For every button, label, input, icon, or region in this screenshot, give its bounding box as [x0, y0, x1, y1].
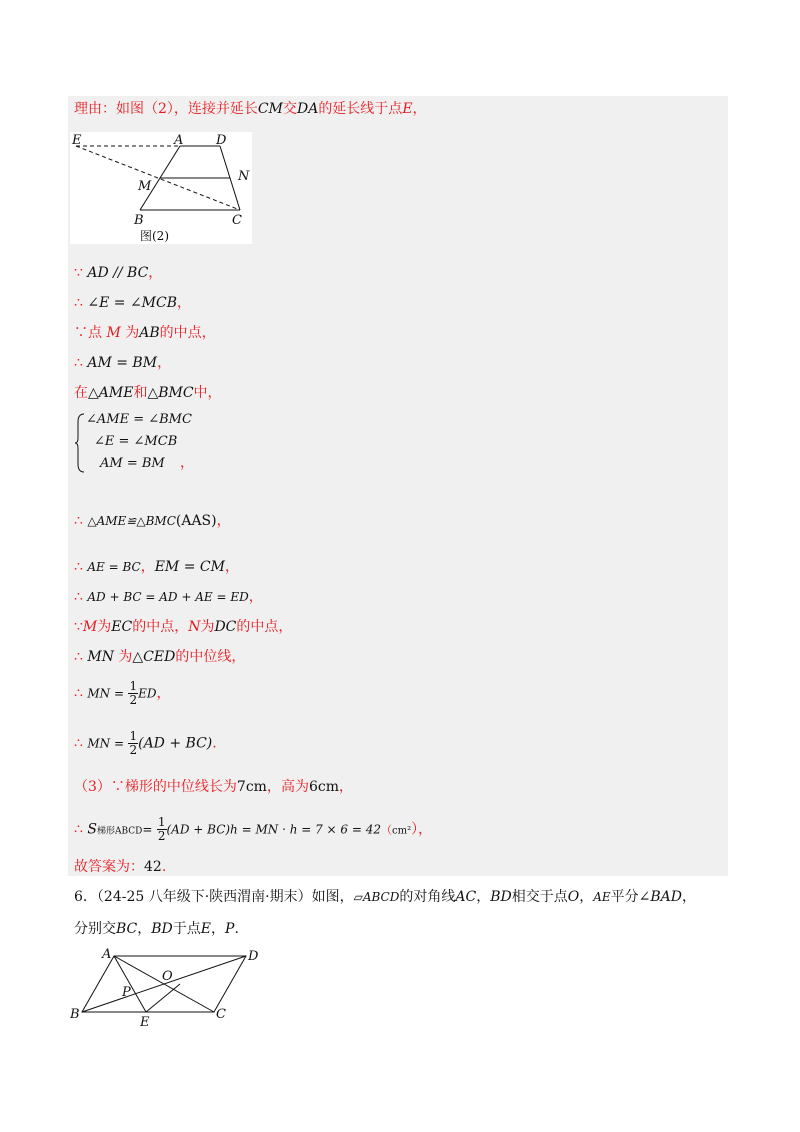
subscript: 梯形ABCD	[96, 826, 143, 837]
text: 的中点，	[236, 619, 293, 635]
label-c: C	[232, 213, 242, 228]
trapezoid-figure	[70, 132, 252, 244]
label-m: M	[138, 179, 152, 194]
math: EC	[111, 619, 133, 635]
text: ，	[137, 921, 152, 937]
text: ∴	[74, 735, 88, 752]
step-line	[74, 352, 171, 372]
math: AC	[455, 889, 477, 905]
math: MN =	[87, 736, 125, 751]
step-line	[74, 616, 292, 636]
label-p: P	[122, 985, 131, 1000]
text: 平分	[610, 889, 639, 905]
text: ∴	[74, 295, 88, 311]
text: ，	[579, 889, 594, 905]
math: AE	[593, 890, 611, 904]
math: ▱ABCD	[353, 890, 400, 904]
step-line	[74, 382, 222, 402]
text: ，高为	[266, 779, 309, 795]
label-a: A	[102, 947, 112, 962]
text: ∴	[74, 685, 88, 702]
math: BC	[116, 921, 138, 937]
math: O	[567, 889, 580, 905]
label-e: E	[72, 133, 82, 148]
math: MN	[87, 649, 114, 665]
math: (AAS)	[175, 513, 217, 529]
math: 6cm	[308, 779, 339, 795]
math: (AD + BC)h = MN · h = 7 × 6 = 42	[166, 822, 382, 837]
reason-line	[74, 98, 427, 118]
math: △BMC	[147, 385, 194, 401]
math: =	[142, 822, 153, 837]
math: AD // BC	[87, 265, 149, 281]
text: 中，	[193, 385, 222, 401]
math: CM	[257, 101, 283, 117]
text: .	[212, 735, 217, 752]
text: 故答案为：	[74, 859, 144, 875]
math: M	[82, 619, 98, 635]
text: ，	[224, 559, 239, 575]
numerator: 1	[129, 729, 138, 743]
math: AB	[139, 325, 160, 341]
denominator: 2	[129, 743, 138, 757]
text: ，	[248, 589, 263, 605]
text: 的对角线	[399, 889, 456, 905]
answer-value: 42	[144, 859, 162, 875]
text: ∵	[74, 265, 88, 281]
text: 为	[200, 619, 215, 635]
math: E	[402, 101, 413, 117]
text: ∴	[74, 821, 88, 838]
text: ，	[476, 889, 491, 905]
text: ，	[180, 455, 194, 471]
math: S	[87, 821, 97, 838]
math: ∠E = ∠MCB	[87, 295, 178, 311]
math: ED	[138, 686, 157, 701]
text: 的中位线，	[175, 649, 246, 665]
text: ∵	[74, 619, 83, 635]
text: ∴	[74, 589, 88, 605]
text: ，	[682, 889, 696, 905]
text: （	[381, 823, 393, 837]
text: ，	[412, 101, 427, 117]
eq-row-1: ∠AME = ∠BMC	[86, 412, 192, 427]
text: 6．（24-25 八年级下·陕西渭南·期末）如图，	[74, 889, 354, 905]
fraction	[128, 730, 138, 757]
label-b: B	[70, 1007, 80, 1022]
step-line	[74, 776, 353, 796]
text: 理由：如图（2），连接并延长	[74, 101, 258, 117]
math: △AME≌△BMC	[87, 514, 176, 528]
math: BD	[490, 889, 512, 905]
text: .	[234, 921, 239, 937]
text: 和	[133, 385, 148, 401]
text: ∴	[74, 649, 88, 665]
step-line	[74, 322, 216, 342]
step-line	[74, 730, 217, 757]
text: 交	[282, 101, 297, 117]
fraction	[128, 680, 138, 707]
step-line	[74, 646, 245, 666]
text: ，	[140, 559, 155, 575]
text: ，	[157, 355, 172, 371]
text: .	[161, 859, 167, 875]
text: 为	[113, 649, 133, 665]
text: ，	[216, 513, 231, 529]
math: BD	[151, 921, 173, 937]
question-line-1	[74, 886, 696, 906]
label-c: C	[216, 1007, 226, 1022]
text: （3）∵梯形的中位线长为	[74, 779, 237, 795]
math: △CED	[132, 649, 176, 665]
trapezoid-svg	[70, 132, 252, 244]
numerator: 1	[129, 679, 138, 693]
text: 的中点，	[159, 325, 216, 341]
step-line	[74, 556, 239, 576]
eq-row-3: AM = BM	[100, 456, 165, 471]
text: ∴	[74, 355, 88, 371]
step-line	[74, 586, 263, 606]
math: DA	[296, 101, 319, 117]
text: 相交于点	[511, 889, 568, 905]
label-d: D	[248, 949, 259, 964]
label-d: D	[216, 133, 227, 148]
eq-row-2: ∠E = ∠MCB	[94, 434, 178, 449]
parallelogram-figure	[70, 946, 270, 1032]
text: ，	[338, 779, 353, 795]
text: 在	[74, 385, 88, 401]
math: AD + BC = AD + AE = ED	[87, 590, 249, 604]
question-line-2	[74, 918, 239, 938]
text: ，	[148, 265, 163, 281]
math: (AD + BC)	[138, 735, 213, 752]
denominator: 2	[157, 829, 166, 843]
fraction	[157, 816, 167, 843]
equation-system	[74, 412, 214, 476]
math: AE = BC	[87, 560, 141, 574]
step-line	[74, 816, 432, 843]
label-o: O	[162, 969, 173, 984]
math: cm²	[392, 825, 412, 837]
parallelogram-svg	[70, 946, 270, 1032]
text: ∴	[74, 513, 88, 529]
math: DC	[214, 619, 237, 635]
math: P	[225, 921, 235, 937]
numerator: 1	[157, 815, 166, 829]
math: M	[106, 325, 121, 341]
text: 于点	[172, 921, 201, 937]
text: ），	[411, 821, 433, 838]
step-line	[74, 510, 231, 530]
step-line	[74, 262, 162, 282]
figure-caption: 图(2)	[140, 229, 169, 243]
text: 的中点，	[132, 619, 189, 635]
math: 7cm	[236, 779, 267, 795]
math: N	[188, 619, 201, 635]
label-n: N	[238, 169, 250, 184]
step-line	[74, 680, 171, 707]
math: AM = BM	[87, 355, 158, 371]
step-line	[74, 292, 191, 312]
text: ，	[156, 685, 171, 702]
math: EM = CM	[154, 559, 225, 575]
text: ，	[211, 921, 226, 937]
text: 为	[97, 619, 112, 635]
denominator: 2	[129, 693, 138, 707]
math: E	[200, 921, 212, 937]
answer-line	[74, 856, 166, 876]
text: 分别交	[74, 921, 116, 937]
text: ，	[177, 295, 192, 311]
text: ∵点	[74, 325, 107, 341]
label-b: B	[134, 213, 144, 228]
text: 为	[120, 325, 140, 341]
brace-icon	[74, 412, 86, 474]
math: ∠BAD	[638, 889, 682, 905]
math: △AME	[88, 385, 134, 401]
text: ∴	[74, 559, 88, 575]
math: MN =	[87, 686, 125, 701]
label-a: A	[174, 133, 184, 148]
label-e: E	[140, 1015, 150, 1030]
text: 的延长线于点	[318, 101, 403, 117]
